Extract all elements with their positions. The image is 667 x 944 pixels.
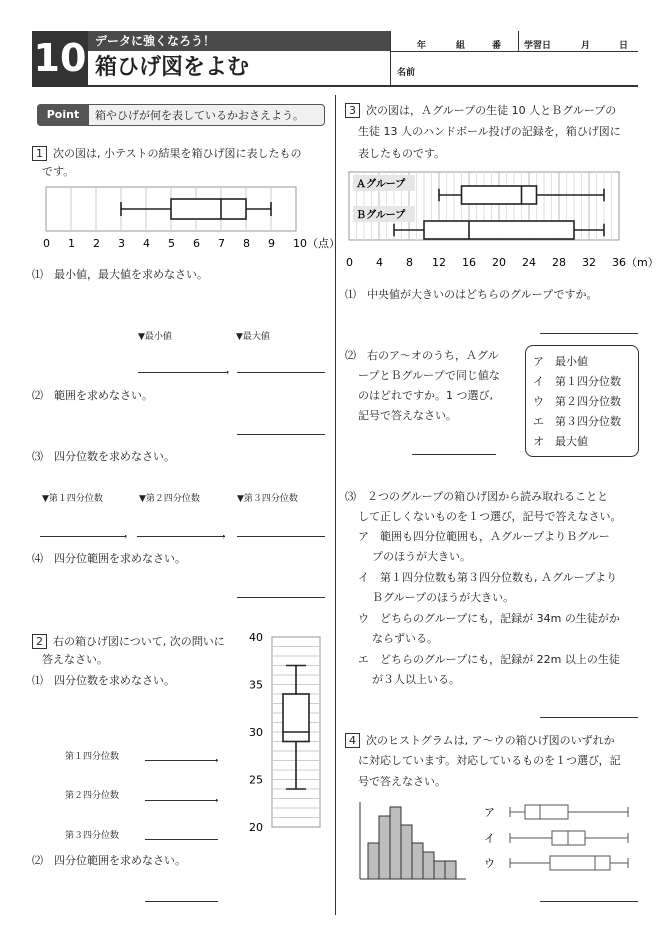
q3-option-b-line2: Ｂグループのほうが大きい。 [372,591,515,604]
q4-histogram-bars [368,807,456,879]
q1-quartile2-answer-line[interactable] [137,536,225,537]
q1-tick-label: 3 [118,237,125,250]
q1-part1: ⑴ 最小値，最大値を求めなさい。 [32,268,208,281]
q3-part2-line2: ープとＢグループで同じ値な [358,369,500,382]
header-day-label: 日 [619,41,629,51]
q4-intro-line1: 次のヒストグラムは, ア～ウの箱ひげ図のいずれか [366,734,615,747]
q2-tick-labels [249,631,263,834]
q1-max-label: ▼最大値 [236,332,270,342]
q2-comma-1: ， [215,750,226,763]
q1-quartile1-label: ▼第１四分位数 [42,494,103,504]
q4-answer-line[interactable] [540,901,638,902]
q1-range-answer-line[interactable] [237,434,325,435]
q4-histogram-bar [368,843,379,879]
q1-max-answer-line[interactable] [237,372,325,373]
q3-intro-line2: 生徒 13 人のハンドボール投げの記録を，箱ひげ図に [358,125,621,138]
q4-histogram-bar [379,816,390,879]
q1-tick-label: 0 [43,237,50,250]
header-date-label: 学習日 [524,41,552,51]
q1-intro-line2: です。 [42,165,75,178]
header-year-label: 年 [417,41,427,51]
q2-tick-label: 35 [249,678,263,692]
q4-intro-line3: 号で答えなさい。 [358,775,446,788]
q1-part2: ⑵ 範囲を求めなさい。 [32,389,153,402]
q1-tick-label: 4 [143,237,150,250]
q1-tick-label: 2 [93,237,100,250]
q3-part3-line2: して正しくないものを１つ選び，記号で答えなさい。 [358,510,622,523]
q3-group-b-label: Ｂグループ [356,210,406,221]
q2-quartile3-label: 第３四分位数 [65,831,120,841]
q2-quartile2-label: 第２四分位数 [65,791,120,801]
header-seat-label: 番 [492,41,502,51]
q1-tick-label: 1 [68,237,75,250]
q3-number: 3 [345,103,360,118]
q3-tick-label: 32 [582,256,596,269]
q3-choice-c: ウ 第２四分位数 [533,395,621,408]
q2-quartile1-label: 第１四分位数 [65,752,120,762]
q2-comma-2: ， [215,790,226,803]
header-date-divider [518,31,519,51]
q4-intro-line2: に対応しています。対応しているものを１つ選び，記 [358,754,621,767]
q1-part3: ⑶ 四分位数を求めなさい。 [32,450,175,463]
q3-choice-b: イ 第１四分位数 [533,375,621,388]
q4-mini-box-marks [510,805,628,870]
q4-box-2-box [550,856,610,870]
q4-histogram-bar [423,852,434,879]
q2-part2: ⑵ 四分位範囲を求めなさい。 [32,854,186,867]
q1-quartile3-label: ▼第３四分位数 [237,494,298,504]
q3-option-c-line2: ならずいる。 [372,632,438,645]
q4-histogram-bar [401,825,412,879]
header-field-divider [390,31,391,85]
q3-option-d-line1: エ どちらのグループにも，記録が 22m 以上の生徒 [358,653,620,666]
q2-box [283,694,309,742]
q3-intro [345,103,616,118]
q3-tick-label: 16 [462,256,476,269]
q3-tick-label: 12 [432,256,446,269]
q2-boxplot [245,627,330,839]
q1-tick-label: 6 [193,237,200,250]
q1-comma-1: ， [226,362,237,375]
q3-intro-line1: 次の図は，Ａグループの生徒 10 人とＢグループの [366,104,617,117]
q2-intro-line1: 右の箱ひげ図について, 次の問いに [53,635,225,648]
q1-intro [32,146,302,161]
q2-part1: ⑴ 四分位数を求めなさい。 [32,674,175,687]
q1-boxplot [32,183,340,253]
q3-group-b-box [424,221,574,239]
q1-comma-3: ， [222,526,233,539]
page-title: 箱ひげ図をよむ [95,55,250,80]
q3-part1-answer-line[interactable] [540,333,638,334]
q3-tick-label: 36（m） [612,256,659,269]
q4-number: 4 [345,733,360,748]
q3-part3-line1: ⑶ ２つのグループの箱ひげ図から読み取れることと [345,490,609,503]
q3-part2-answer-line[interactable] [412,454,496,455]
q3-group-a-label: Ａグループ [356,179,406,190]
point-text: 箱やひげが何を表しているかおさえよう。 [95,109,304,122]
q3-part1: ⑴ 中央値が大きいのはどちらのグループですか。 [345,288,598,301]
q1-tick-label: 7 [218,237,225,250]
q1-number: 1 [32,146,47,161]
q2-tick-label: 20 [249,821,263,834]
q1-quartile1-answer-line[interactable] [40,536,126,537]
q1-tick-labels [43,236,340,250]
q1-intro-line1: 次の図は, 小テストの結果を箱ひげ図に表したもの [53,147,302,160]
q3-part2-line4: 記号で答えなさい。 [358,409,457,422]
q4-label-u: ウ [484,857,495,870]
q4-histogram [358,800,468,882]
q1-tick-label: 8 [243,237,250,250]
header-number-box: 10 [32,31,88,85]
q1-min-label: ▼最小値 [138,332,172,342]
q1-min-answer-line[interactable] [138,372,228,373]
q3-tick-label: 0 [346,256,353,269]
q3-choice-a: ア 最小値 [533,355,588,368]
q3-option-a-line1: ア 範囲も四分位範囲も，ＡグループよりＢグルー [358,530,610,543]
q3-part2-line3: のはどれですか。1 つ選び, [358,389,493,402]
q4-box-0-box [525,805,568,819]
q2-tick-label: 25 [249,773,263,787]
q2-quartile2-answer-line[interactable] [145,800,218,801]
q1-tick-label: 5 [168,237,175,250]
q4-histogram-bar [390,807,401,879]
q3-tick-labels [346,256,659,269]
q2-tick-label: 40 [249,631,263,644]
q3-tick-label: 20 [492,256,506,269]
q3-option-d-line2: が３人以上いる。 [372,673,460,686]
q3-intro-line3: 表したものです。 [358,147,446,160]
q3-tick-label: 8 [406,256,413,269]
q4-intro [345,733,615,748]
q4-histogram-bar [445,861,456,879]
q3-option-a-line2: プのほうが大きい。 [372,550,471,563]
q1-iqr-answer-line[interactable] [237,597,325,598]
q2-iqr-answer-line[interactable] [145,901,218,902]
q3-choice-e: オ 最大値 [533,435,588,448]
q1-comma-2: ， [124,526,135,539]
q1-quartile3-answer-line[interactable] [237,536,325,537]
header-series: データに強くなろう！ [95,34,216,48]
q2-quartile3-answer-line[interactable] [145,839,218,840]
header-name-label: 名前 [397,68,416,78]
point-badge: Point [37,104,89,126]
q4-mini-boxplots [480,800,640,872]
q1-tick-label: 9 [268,237,275,250]
q4-label-i: イ [484,832,495,845]
q3-boxplot [340,168,659,270]
q4-histogram-bar [412,843,423,879]
q3-tick-label: 24 [522,256,536,269]
q4-histogram-bar [434,861,445,879]
header-bottom-rule [32,85,638,87]
q3-group-a-box [462,186,537,204]
q1-box [171,199,246,219]
q2-intro-line2: 答えなさい。 [42,653,108,666]
q2-quartile1-answer-line[interactable] [145,760,218,761]
column-divider [335,95,336,915]
q3-option-c-line1: ウ どちらのグループにも，記録が 34m の生徒がか [358,612,620,625]
q2-tick-label: 30 [249,726,263,739]
q3-part3-answer-line[interactable] [540,717,638,718]
q2-intro [32,634,225,649]
header-class-label: 組 [456,41,466,51]
header-field-row-rule [390,51,638,52]
q3-choice-d: エ 第３四分位数 [533,415,621,428]
q1-part4: ⑷ 四分位範囲を求めなさい。 [32,552,186,565]
q3-tick-label: 28 [552,256,566,269]
q3-part2-line1: ⑵ 右のア～オのうち，Ａグル [345,349,499,362]
q4-label-a: ア [484,806,495,819]
q2-number: 2 [32,634,47,649]
q3-tick-label: 4 [376,256,383,269]
q1-tick-label: 10（点） [293,237,340,250]
header-month-label: 月 [581,41,591,51]
q3-option-b-line1: イ 第１四分位数も第３四分位数も, Ａグループより [358,571,618,584]
q1-quartile2-label: ▼第２四分位数 [139,494,200,504]
